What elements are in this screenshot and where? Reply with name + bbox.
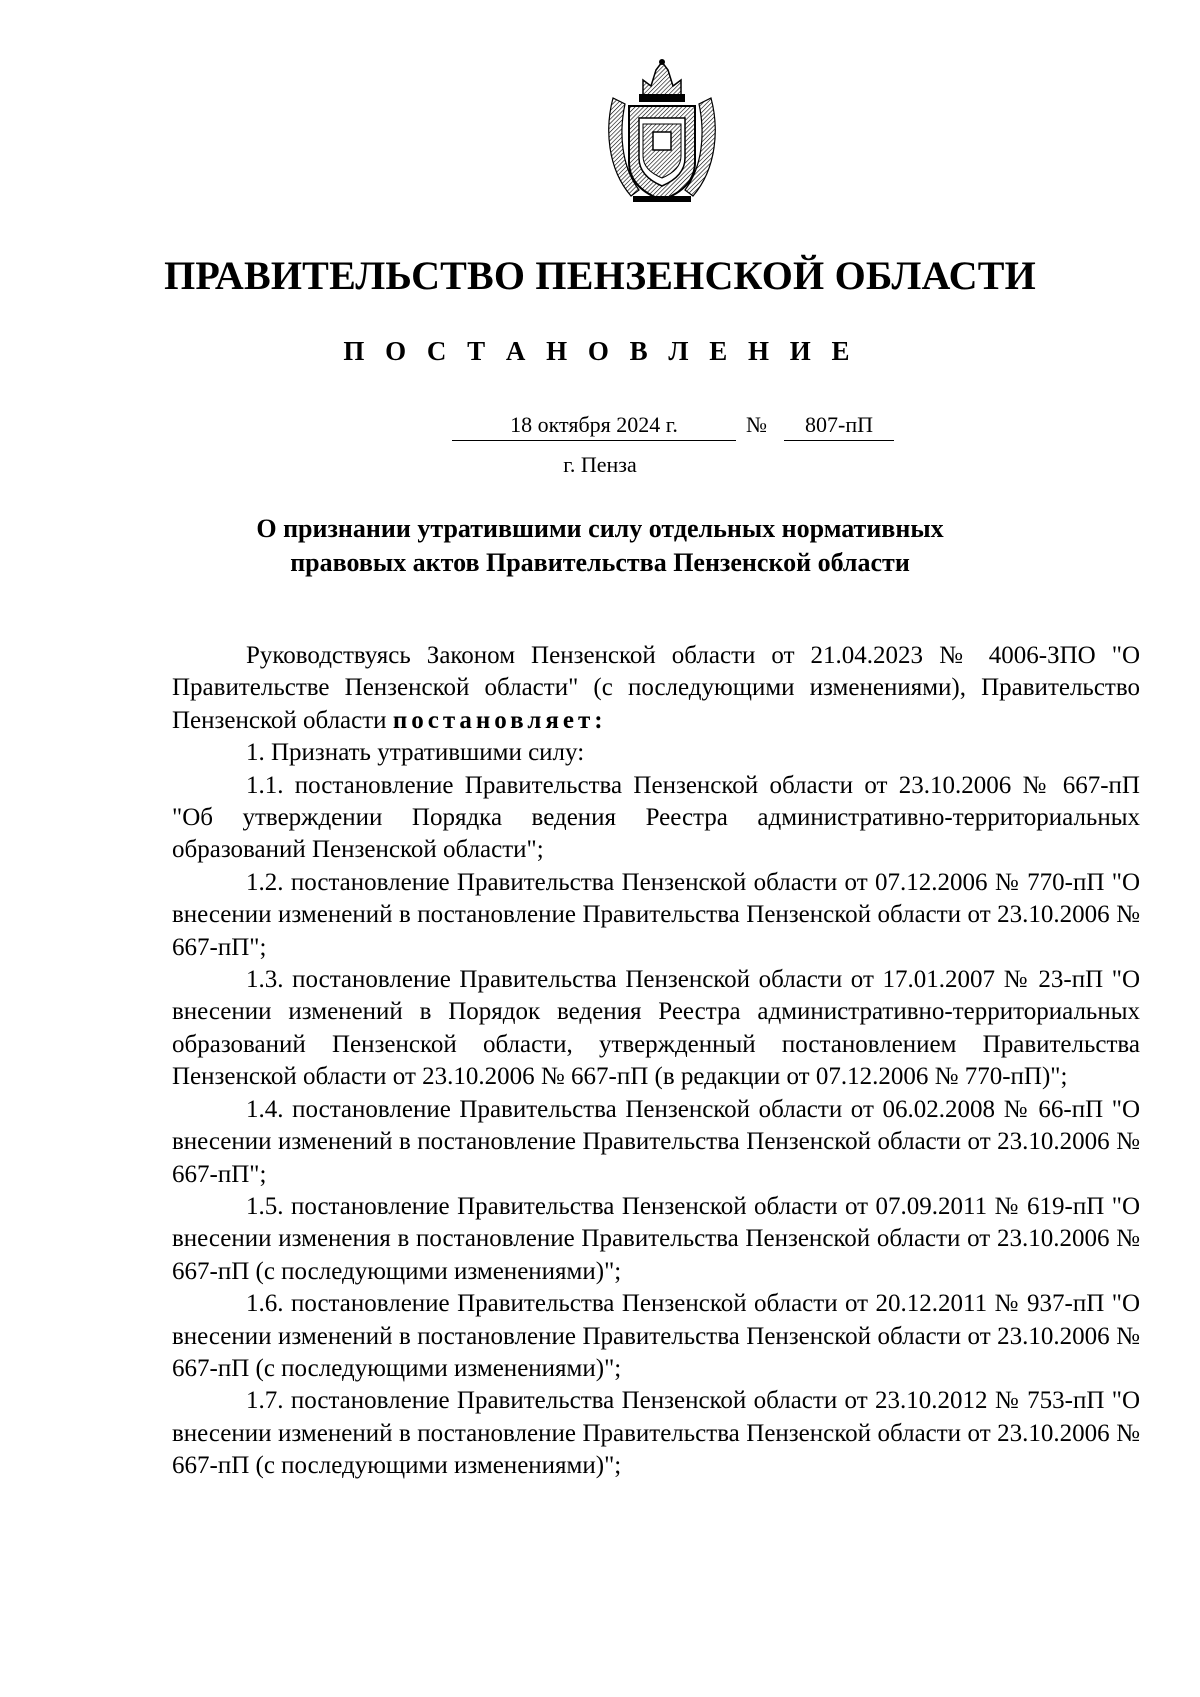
document-date: 18 октября 2024 г. [452, 410, 736, 441]
item-1-2: 1.2. постановление Правительства Пензенской области от 07.12.2006 № 770-пП "О внесении изменений в постановление Правительства Пензенской области от 23.10.2006 № 667-пП"; [172, 868, 1140, 961]
document-body [172, 640, 1140, 1483]
item-1-7: 1.7. постановление Правительства Пензенской области от 23.10.2012 № 753-пП "О внесении изменений в постановление Правительства Пензенской области от 23.10.2006 № 667-пП (с последующими изменениями)"; [172, 1387, 1140, 1480]
item-1-3: 1.3. постановление Правительства Пензенской области от 17.01.2007 № 23-пП "О внесении изменений в Порядок ведения Реестра административно-территориальных образований Пензенской области, утвержденный постановлением Правительства Пензенской области от 23.10.2006 № 667-пП (в редакции от 07.12.2006 № 770-пП)"; [172, 966, 1140, 1091]
document-number: 807-пП [784, 410, 894, 441]
preamble-text: Руководствуясь Законом Пензенской области от 21.04.2023 № 4006-ЗПО "О Правительстве Пензенской области" (с последующими изменениями), Правительство Пензенской области [172, 642, 1140, 734]
organization-title: ПРАВИТЕЛЬСТВО ПЕНЗЕНСКОЙ ОБЛАСТИ [164, 253, 1036, 298]
number-sign: № [746, 412, 767, 437]
coat-of-arms-emblem [603, 58, 721, 204]
preamble-paragraph [172, 640, 1140, 737]
date-number-line [452, 410, 894, 444]
subject-line-1: О признании утратившими силу отдельных нормативных [256, 514, 944, 543]
item-1-5: 1.5. постановление Правительства Пензенской области от 07.09.2011 № 619-пП "О внесении изменения в постановление Правительства Пензенской области от 23.10.2006 № 667-пП (с последующими изменениями)"; [172, 1192, 1140, 1285]
item-1-1: 1.1. постановление Правительства Пензенской области от 23.10.2006 № 667-пП "Об утверждении Порядка ведения Реестра административно-территориальных образований Пензенской области"; [172, 771, 1140, 864]
subject-line-2: правовых актов Правительства Пензенской области [290, 548, 910, 577]
item-1: 1. Признать утратившими силу: [246, 739, 585, 767]
item-1-4: 1.4. постановление Правительства Пензенской области от 06.02.2008 № 66-пП "О внесении изменений в постановление Правительства Пензенской области от 23.10.2006 № 667-пП"; [172, 1095, 1140, 1188]
document-type-heading: П О С Т А Н О В Л Е Н И Е [343, 336, 857, 366]
document-subject [200, 512, 1000, 580]
preamble-keyword: постановляет: [392, 706, 607, 734]
city: г. Пенза [563, 452, 637, 477]
item-1-6: 1.6. постановление Правительства Пензенской области от 20.12.2011 № 937-пП "О внесении изменений в постановление Правительства Пензенской области от 23.10.2006 № 667-пП (с последующими изменениями)"; [172, 1290, 1140, 1382]
